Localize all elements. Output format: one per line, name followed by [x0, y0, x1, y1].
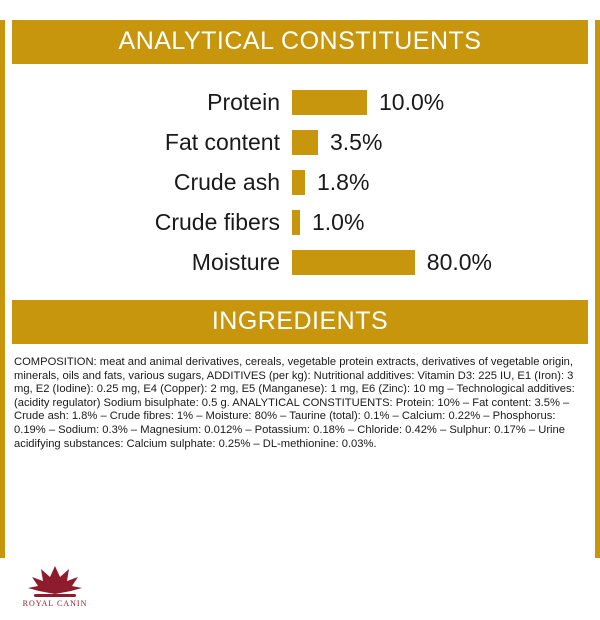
- constituent-value: 3.5%: [330, 128, 383, 155]
- constituent-label: Fat content: [164, 128, 280, 155]
- constituent-value: 80.0%: [426, 248, 492, 275]
- right-edge-rule: [595, 20, 600, 558]
- ingredients-header: INGREDIENTS: [12, 300, 588, 344]
- constituent-label: Protein: [207, 88, 280, 115]
- constituent-row: [20, 242, 580, 282]
- analytical-constituents-header: ANALYTICAL CONSTITUENTS: [12, 20, 588, 64]
- nutrition-panel: [0, 20, 600, 620]
- constituent-bar-wrap: [292, 169, 492, 196]
- constituent-bar: [292, 210, 300, 235]
- constituent-row: [20, 202, 580, 242]
- constituent-bar-wrap: [292, 249, 492, 276]
- constituent-value: 1.8%: [317, 168, 370, 195]
- left-edge-rule: [0, 20, 5, 558]
- constituent-label: Crude ash: [173, 168, 280, 195]
- constituent-label: Moisture: [191, 248, 280, 275]
- constituent-bar: [292, 250, 415, 275]
- royal-canin-logo: [22, 564, 92, 612]
- constituent-row: [20, 82, 580, 122]
- constituents-list: [0, 82, 600, 282]
- constituent-bar-wrap: [292, 129, 492, 156]
- crown-icon: [22, 564, 88, 598]
- constituent-value: 1.0%: [312, 208, 365, 235]
- constituent-bar: [292, 90, 367, 115]
- constituent-bar-wrap: [292, 89, 492, 116]
- constituent-row: [20, 162, 580, 202]
- brand-wordmark: ROYAL CANIN: [22, 599, 88, 608]
- constituent-value: 10.0%: [379, 88, 445, 115]
- constituent-bar: [292, 170, 305, 195]
- constituent-bar-wrap: [292, 209, 492, 236]
- ingredients-text: COMPOSITION: meat and animal derivatives, cereals, vegetable protein extracts, derivatives of vegetable origin, minerals, oils and fats, various sugars, ADDITIVES (per kg): Nutritional additives: Vitamin D3: 225 IU, E1 (Iron): 3 mg, E2 (Iodine): 0.25 mg, E4 (Copper): 2 mg, E5 (Manganese): 1 mg, E6 (Zinc): 10 mg – Technological additives: (acidity regulator) Sodium bisulphate: 0.5 g. ANALYTICAL CONSTITUENTS: Protein: 10% – Fat content: 3.5% – Crude ash: 1.8% – Crude fibres: 1% – Moisture: 80% – Taurine (total): 0.1% – Calcium: 0.22% – Phosphorus: 0.19% – Sodium: 0.3% – Magnesium: 0.012% – Potassium: 0.18% – Chloride: 0.42% – Sulphur: 0.17% – Urine acidifying substances: Calcium sulphate: 0.25% – DL-methionine: 0.03%.: [14, 356, 575, 450]
- constituent-label: Crude fibers: [154, 208, 280, 235]
- constituent-bar: [292, 130, 318, 155]
- constituent-row: [20, 122, 580, 162]
